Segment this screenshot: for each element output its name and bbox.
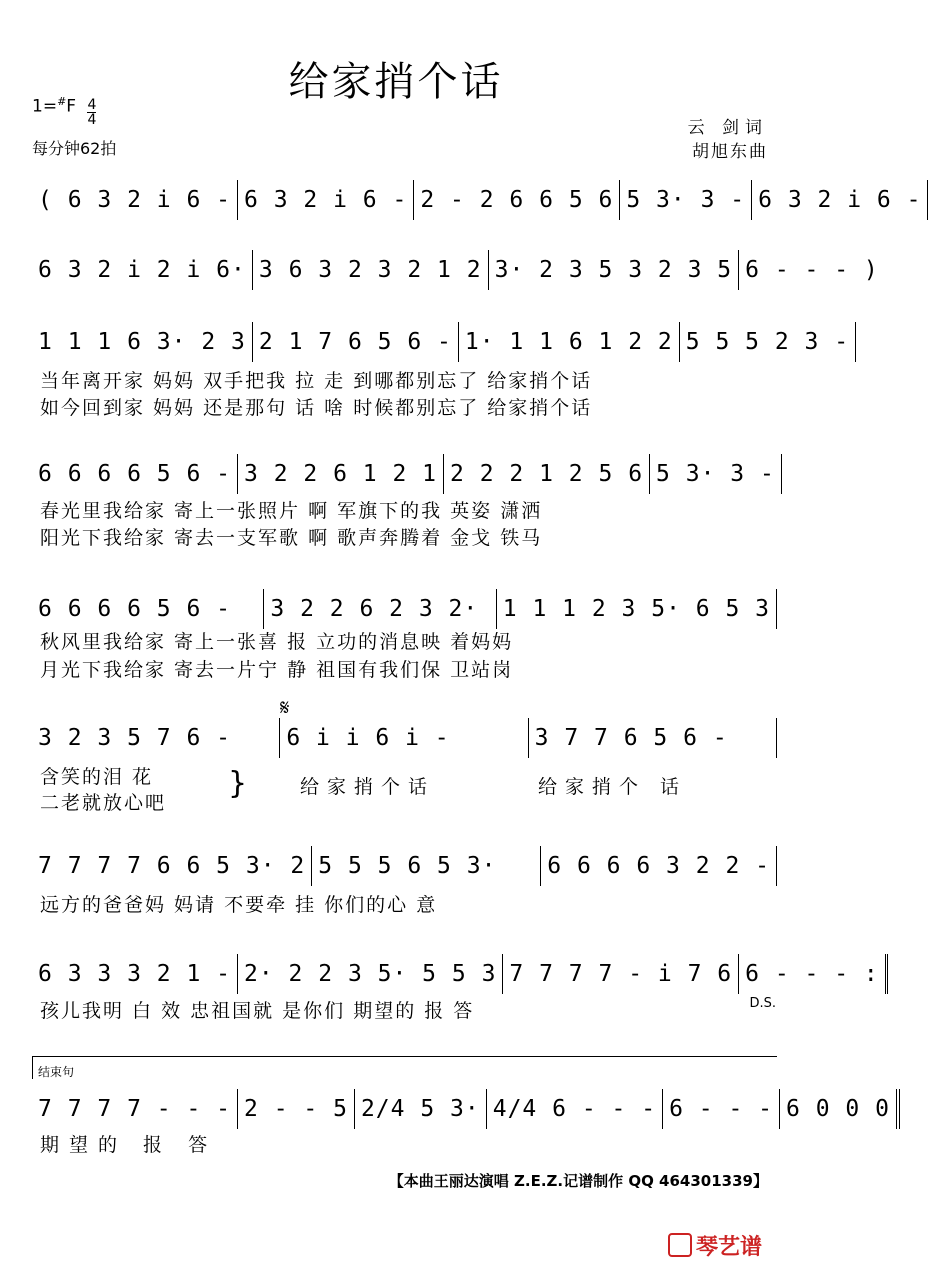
lyric-line: 月光下我给家 寄去一片宁 静 祖国有我们保 卫站岗 [40, 659, 514, 681]
score-system-1 [32, 176, 922, 220]
lyric-line: 如今回到家 妈妈 还是那句 话 啥 时候都别忘了 给家捎个话 [40, 397, 593, 419]
key-sharp: # [57, 95, 67, 108]
measure: 3· 2 3 5 3 2 3 5 [488, 250, 739, 290]
lyric-line: 阳光下我给家 寄去一支军歌 啊 歌声奔腾着 金戈 铁马 [40, 527, 543, 549]
measure: ( 6 3 2 i 6 - [38, 187, 232, 213]
score-system-9 [32, 1085, 890, 1129]
key-signature [32, 95, 96, 127]
segno-sign: 𝄋 [280, 696, 290, 721]
lyric-line: 秋风里我给家 寄上一张喜 报 立功的消息映 着妈妈 [40, 631, 514, 653]
logo-icon [668, 1233, 692, 1257]
measure: 6 0 0 0 [779, 1089, 900, 1129]
measure: 7 7 7 7 - i 7 6 [502, 954, 738, 994]
measure: 6 6 6 6 3 2 2 - [540, 846, 777, 886]
score-system-5 [32, 585, 777, 629]
key-prefix: 1= [32, 96, 58, 117]
measure: 6 - - - : [738, 954, 888, 994]
lyric-line: 孩儿我明 白 效 忠祖国就 是你们 期望的 报 答 [40, 1000, 475, 1022]
score-system-6 [32, 714, 777, 758]
score-system-8 [32, 950, 879, 994]
measure: 5 3· 3 - [619, 180, 751, 220]
measure: 6 - - - [662, 1089, 779, 1129]
measure: 2/4 5 3· [354, 1089, 486, 1129]
measure: 4/4 6 - - - [486, 1089, 662, 1129]
footer-credit: 【本曲王丽达演唱 Z.E.Z.记谱制作 QQ 464301339】 [388, 1172, 768, 1190]
measure: 6 6 6 6 5 6 - [38, 461, 232, 487]
measure: 5 5 5 6 5 3· [311, 846, 540, 886]
measure: 6 3 2 i 6 - [237, 180, 413, 220]
measure: 1 1 1 2 3 5· 6 5 3 [496, 589, 777, 629]
measure: 1· 1 1 6 1 2 2 [458, 322, 679, 362]
meter-bottom: 4 [87, 111, 97, 128]
lyric-line: 二老就放心吧 [40, 792, 167, 814]
measure: 6 6 6 6 5 6 - [38, 596, 232, 622]
measure: 6 3 3 3 2 1 - [38, 961, 232, 987]
lyric-line: 期望的 报 答 [40, 1134, 218, 1156]
measure: 2 1 7 6 5 6 - [252, 322, 458, 362]
measure: 2 2 2 1 2 5 6 [443, 454, 649, 494]
key-note: F [66, 96, 77, 117]
lyric-brace: } [228, 766, 248, 801]
ending-bracket [32, 1056, 777, 1079]
measure: 3 2 3 5 7 6 - [38, 725, 232, 751]
measure: 6 i i 6 i - [279, 718, 527, 758]
tempo-marking: 每分钟62拍 [32, 139, 117, 158]
measure: 3 2 2 6 1 2 1 [237, 454, 443, 494]
score-system-7 [32, 842, 777, 886]
meter-top: 4 [87, 96, 97, 113]
lyric-line: 含笑的泪 花 [40, 766, 154, 788]
measure: 2· 2 2 3 5· 5 5 3 [237, 954, 502, 994]
chorus-lyric: 给家捎个话 [300, 776, 436, 798]
lyric-line: 春光里我给家 寄上一张照片 啊 军旗下的我 英姿 潇洒 [40, 500, 543, 522]
measure: 5 3· 3 - [649, 454, 782, 494]
measure: 6 3 2 i 6 - [751, 180, 928, 220]
measure: 5 5 5 2 3 - [679, 322, 856, 362]
measure: 3 7 7 6 5 6 - [528, 718, 777, 758]
measure: 2 - 2 6 6 5 6 [413, 180, 619, 220]
dal-segno-marking: D.S. [749, 996, 776, 1011]
score-system-4 [32, 450, 777, 494]
measure: 2 - - 5 [237, 1089, 354, 1129]
measure: 3 2 2 6 2 3 2· [263, 589, 495, 629]
composer-credit: 胡旭东曲 [692, 142, 768, 162]
score-system-3 [32, 318, 850, 362]
measure: 1 1 1 6 3· 2 3 [38, 329, 246, 355]
measure: 7 7 7 7 - - - [38, 1096, 232, 1122]
chorus-lyric: 给家捎个 话 [538, 776, 688, 798]
score-system-2 [32, 246, 879, 290]
lyric-line: 远方的爸爸妈 妈请 不要牵 挂 你们的心 意 [40, 894, 438, 916]
measure: 3 6 3 2 3 2 1 2 [252, 250, 488, 290]
measure: 6 3 2 i 2 i 6· [38, 257, 246, 283]
page-title: 给家捎个话 [288, 59, 504, 105]
ending-label: 结束句 [38, 1065, 75, 1079]
lyric-line: 当年离开家 妈妈 双手把我 拉 走 到哪都别忘了 给家捎个话 [40, 370, 593, 392]
logo-text: 琴艺谱 [695, 1235, 762, 1260]
lyricist-credit: 云 剑词 [687, 118, 768, 138]
measure: 6 - - - ) [738, 250, 885, 290]
measure: 7 7 7 7 6 6 5 3· 2 [38, 853, 306, 879]
time-signature [87, 98, 96, 127]
site-logo [668, 1230, 762, 1261]
